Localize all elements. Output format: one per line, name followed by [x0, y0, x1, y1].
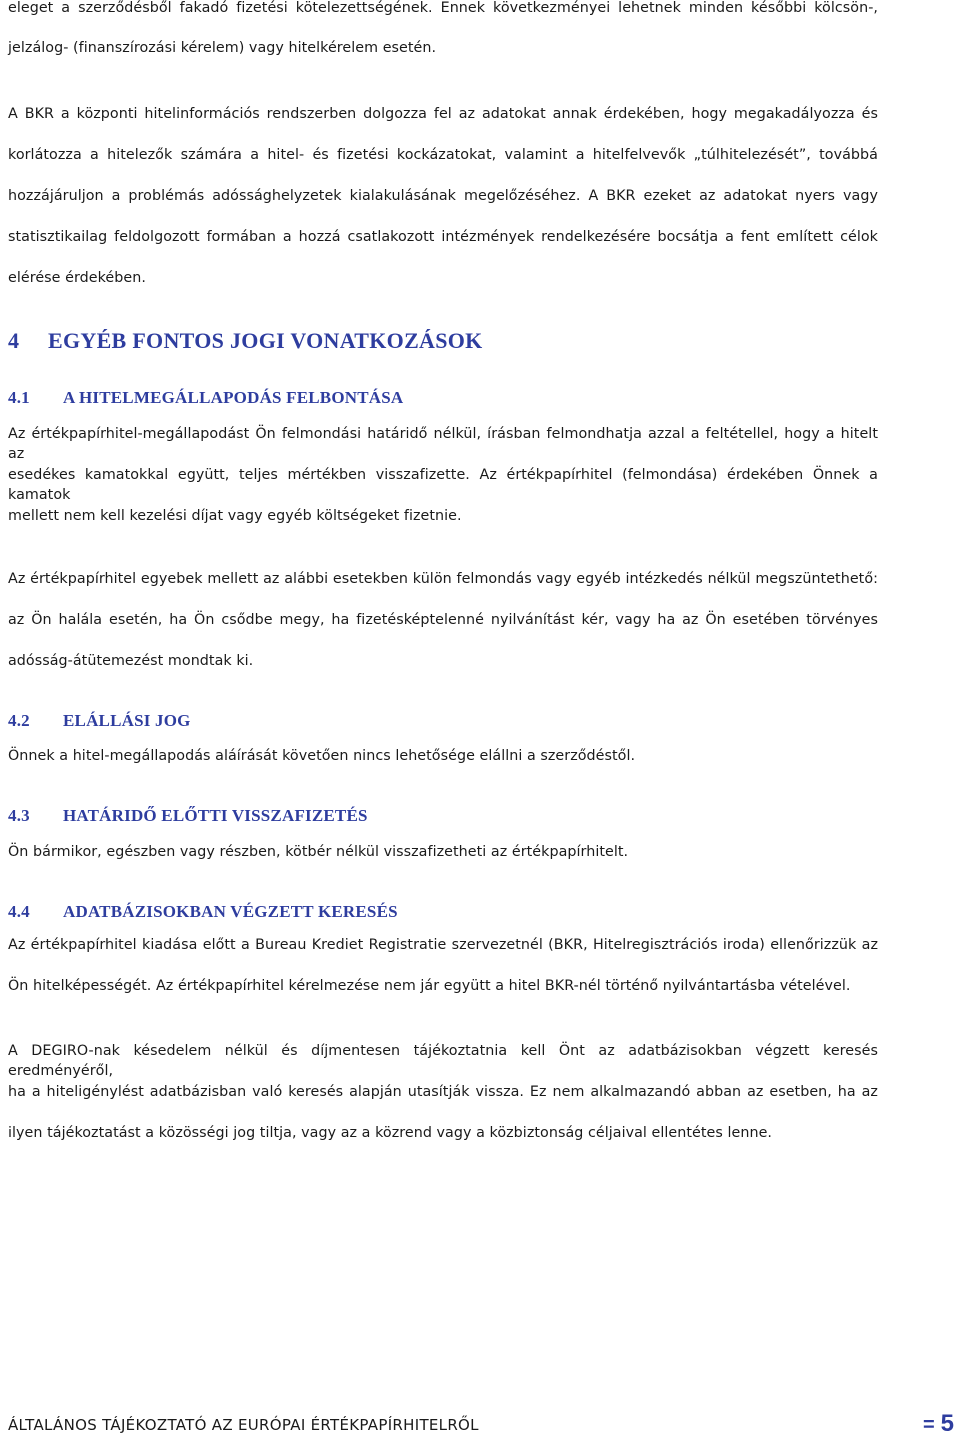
text-line: ilyen tájékoztatást a közösségi jog tiltja, vagy az a közrend vagy a közbiztonság céljaival ellentétes lenne.: [8, 1125, 773, 1141]
subsection-number: 4.3: [8, 806, 30, 825]
subsection-heading: [8, 711, 191, 731]
subsection-heading: [8, 388, 403, 408]
text-line: hozzájáruljon a problémás adóssághelyzetek kialakulásának megelőzéséhez. A BKR ezeket az adatokat nyers vagy: [8, 188, 878, 204]
subsection-number: 4.2: [8, 711, 30, 730]
text-line: Az értékpapírhitel-megállapodást Ön felmondási határidő nélkül, írásban felmondhatja azzal a feltétellel, hogy a hitelt az: [8, 426, 878, 462]
section-title: EGYÉB FONTOS JOGI VONATKOZÁSOK: [48, 328, 483, 353]
text-line: statisztikailag feldolgozott formában a hozzá csatlakozott intézmények rendelkezésére bocsátja a fent említett célok: [8, 229, 878, 245]
subsection-heading: [8, 806, 368, 826]
text-line: A DEGIRO-nak késedelem nélkül és díjmentesen tájékoztatnia kell Önt az adatbázisokban végzett keresés eredményéről,: [8, 1043, 878, 1079]
text-line: jelzálog- (finanszírozási kérelem) vagy hitelkérelem esetén.: [8, 40, 437, 56]
text-line: Az értékpapírhitel egyebek mellett az alábbi esetekben külön felmondás vagy egyéb intézkedés nélkül megszüntethető:: [8, 571, 878, 587]
subsection-number: 4.1: [8, 388, 30, 407]
footer-title: ÁLTALÁNOS TÁJÉKOZTATÓ AZ EURÓPAI ÉRTÉKPAPÍRHITELRŐL: [8, 1416, 479, 1434]
text-line: Ön hitelképességét. Az értékpapírhitel kérelmezése nem jár együtt a hitel BKR-nél történő nyilvántartásba vételével.: [8, 978, 851, 994]
subsection-title: ELÁLLÁSI JOG: [63, 711, 191, 730]
page-number: [923, 1410, 954, 1438]
subsection-title: HATÁRIDŐ ELŐTTI VISSZAFIZETÉS: [63, 806, 368, 825]
text-line: Az értékpapírhitel kiadása előtt a Bureau Krediet Registratie szervezetnél (BKR, Hitelregisztrációs iroda) ellenőrizzük az: [8, 937, 878, 953]
text-line: eleget a szerződésből fakadó fizetési kötelezettségének. Ennek következményei lehetnek minden későbbi kölcsön-,: [8, 0, 878, 16]
page-number-value: 5: [940, 1410, 954, 1437]
text-line: ha a hiteligénylést adatbázisban való keresés alapján utasítják vissza. Ez nem alkalmazandó abban az esetben, ha az: [8, 1084, 878, 1100]
section-heading: [8, 328, 483, 354]
text-line: korlátozza a hitelezők számára a hitel- és fizetési kockázatokat, valamint a hitelfelvevők „túlhitelezését”, továbbá: [8, 147, 878, 163]
subsection-heading: [8, 902, 398, 922]
subsection-title: ADATBÁZISOKBAN VÉGZETT KERESÉS: [63, 902, 398, 921]
text-line: mellett nem kell kezelési díjat vagy egyéb költségeket fizetnie.: [8, 508, 462, 524]
section-number: 4: [8, 328, 20, 353]
text-line: elérése érdekében.: [8, 270, 146, 286]
text-line: esedékes kamatokkal együtt, teljes mértékben visszafizette. Az értékpapírhitel (felmondása) érdekében Önnek a kamatok: [8, 467, 878, 503]
text-line: az Ön halála esetén, ha Ön csődbe megy, ha fizetésképtelenné nyilvánítást kér, vagy ha az Ön esetében törvényes: [8, 612, 878, 628]
subsection-number: 4.4: [8, 902, 30, 921]
text-line: adósság-átütemezést mondtak ki.: [8, 653, 254, 669]
text-line: Önnek a hitel-megállapodás aláírását követően nincs lehetősége elállni a szerződéstől.: [8, 748, 636, 764]
page-number-prefix: =: [922, 1414, 935, 1436]
subsection-title: A HITELMEGÁLLAPODÁS FELBONTÁSA: [63, 388, 404, 407]
text-line: Ön bármikor, egészben vagy részben, kötbér nélkül visszafizetheti az értékpapírhitelt.: [8, 844, 629, 860]
text-line: A BKR a központi hitelinformációs rendszerben dolgozza fel az adatokat annak érdekében, hogy megakadályozza és: [8, 106, 878, 122]
